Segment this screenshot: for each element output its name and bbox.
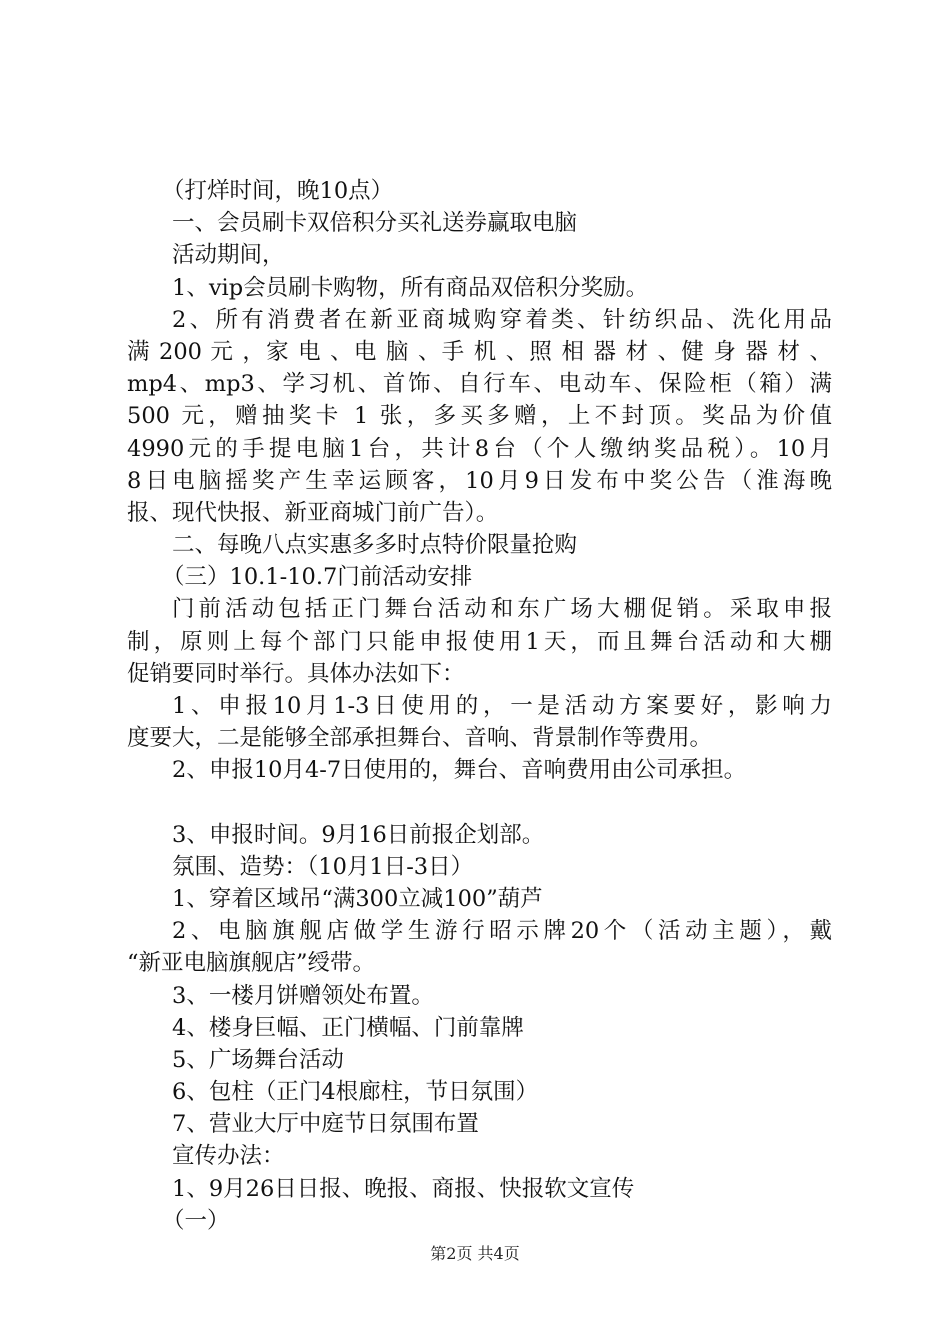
text-line: 满 200 元 ，家 电 、电 脑 、手 机 、照 相 器 材 、健 身 器 材 、 — [127, 338, 832, 365]
text-line: 500 元，赠抽奖卡 1 张，多买多赠，上不封顶。奖品为价值 — [127, 403, 832, 430]
text-line: （打烊时间，晚10点） — [162, 178, 394, 204]
document-body — [127, 175, 832, 1237]
section-heading: 氛围、造势：（10月1日-3日） — [172, 853, 474, 880]
section-heading: 一、会员刷卡双倍积分买礼送券赢取电脑 — [172, 210, 578, 237]
text-line: 4990元的手提电脑1台，共计8台（个人缴纳奖品税）。10月 — [127, 435, 832, 462]
text-line: 4、楼身巨幅、正门横幅、门前靠牌 — [172, 1014, 524, 1041]
text-line: 3、一楼月饼赠领处布置。 — [172, 982, 434, 1009]
section-heading: （三）10.1-10.7门前活动安排 — [162, 564, 473, 591]
text-line: 制，原则上每个部门只能申报使用1天，而且舞台活动和大棚 — [127, 628, 832, 655]
text-line: 2、所有消费者在新亚商城购穿着类、针纺织品、洗化用品 — [172, 306, 832, 333]
text-line: 1、vip会员刷卡购物，所有商品双倍积分奖励。 — [172, 274, 649, 301]
blank-line — [127, 787, 832, 819]
text-line: 5、广场舞台活动 — [172, 1046, 344, 1073]
text-line: 2、申报10月4-7日使用的，舞台、音响费用由公司承担。 — [172, 757, 747, 784]
text-line: “新亚电脑旗舰店”绶带。 — [127, 950, 376, 977]
text-line: 1、申报10月1-3日使用的，一是活动方案要好，影响力 — [172, 693, 832, 719]
section-heading: 宣传办法： — [172, 1143, 285, 1170]
text-line: mp4、mp3、学习机、首饰、自行车、电动车、保险柜（箱）满 — [127, 371, 832, 398]
text-line: 8日电脑摇奖产生幸运顾客，10月9日发布中奖公告（淮海晚 — [127, 467, 832, 494]
text-line: 促销要同时举行。具体办法如下： — [127, 660, 465, 687]
text-line: 1、9月26日日报、晚报、商报、快报软文宣传 — [172, 1175, 635, 1202]
text-line: 3、申报时间。9月16日前报企划部。 — [172, 821, 545, 848]
text-line: 6、包柱（正门4根廊柱，节日氛围） — [172, 1079, 539, 1106]
section-heading: （一） — [162, 1207, 230, 1234]
text-line: 2、电脑旗舰店做学生游行昭示牌20个（活动主题），戴 — [172, 918, 832, 945]
section-heading: 二、每晚八点实惠多多时点特价限量抢购 — [172, 532, 578, 559]
page-footer — [0, 1244, 950, 1264]
text-line: 活动期间， — [172, 242, 285, 269]
text-line: 门前活动包括正门舞台活动和东广场大棚促销。采取申报 — [172, 596, 832, 623]
text-line: 度要大，二是能够全部承担舞台、音响、背景制作等费用。 — [127, 725, 713, 752]
page-number-label: 第2页 共4页 — [430, 1244, 520, 1263]
text-line: 报、现代快报、新亚商城门前广告）。 — [127, 499, 499, 526]
text-line: 1、穿着区域吊“满300立减100”葫芦 — [172, 885, 543, 912]
text-line: 7、营业大厅中庭节日氛围布置 — [172, 1111, 479, 1138]
